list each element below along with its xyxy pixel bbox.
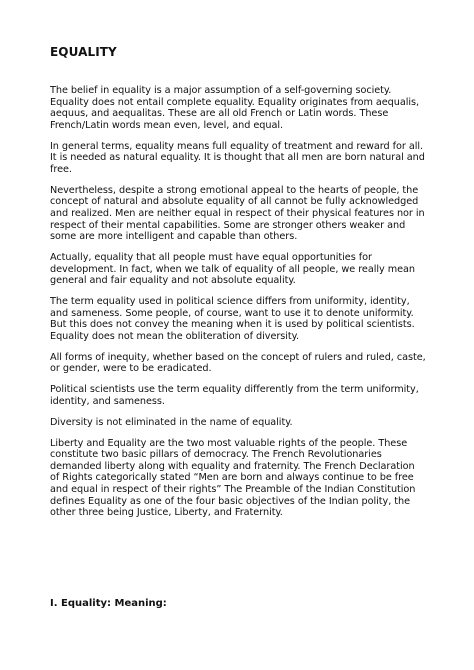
paragraph-6: All forms of inequity, whether based on the concept of rulers and ruled, caste, or gender, were to be eradicated. [50,351,426,375]
paragraph-1: The belief in equality is a major assumption of a self-governing society. Equality does not entail complete equality. Equality originates from aequalis, aequus, and aequalitas. These are all old French or Latin words. These French/Latin words mean even, level, and equal. [50,85,420,131]
paragraph-2: In general terms, equality means full equality of treatment and reward for all. It is needed as natural equality. It is thought that all men are born natural and free. [50,140,425,175]
document-body [50,85,426,528]
paragraph-9: Liberty and Equality are the two most valuable rights of the people. These constitute two basic pillars of democracy. The French Revolutionaries demanded liberty along with equality and fraternity. The French Declaration of Rights categorically stated “Men are born and always continue to be free and equal in respect of their rights” The Preamble of the Indian Constitution defines Equality as one of the four basic objectives of the Indian polity, the other three being Justice, Liberty, and Fraternity. [50,437,416,519]
section-heading: I. Equality: Meaning: [50,598,167,609]
paragraph-4: Actually, equality that all people must have equal opportunities for development. In fact, when we talk of equality of all people, we really mean general and fair equality and not absolute equality. [50,252,415,287]
paragraph-8: Diversity is not eliminated in the name of equality. [50,416,293,428]
paragraph-3: Nevertheless, despite a strong emotional appeal to the hearts of people, the concept of natural and absolute equality of all cannot be fully acknowledged and realized. Men are neither equal in respect of their physical features nor in respect of their mental capabilities. Some are stronger others weaker and some are more intelligent and capable than others. [50,184,425,243]
paragraph-7: Political scientists use the term equality differently from the term uniformity, identity, and sameness. [50,384,419,407]
document-title: EQUALITY [50,45,117,59]
paragraph-5: The term equality used in political science differs from uniformity, identity, and sameness. Some people, of course, want to use it to denote uniformity. But this does not convey the meaning when it is used by political scientists. Equality does not mean the obliteration of diversity. [50,296,415,342]
